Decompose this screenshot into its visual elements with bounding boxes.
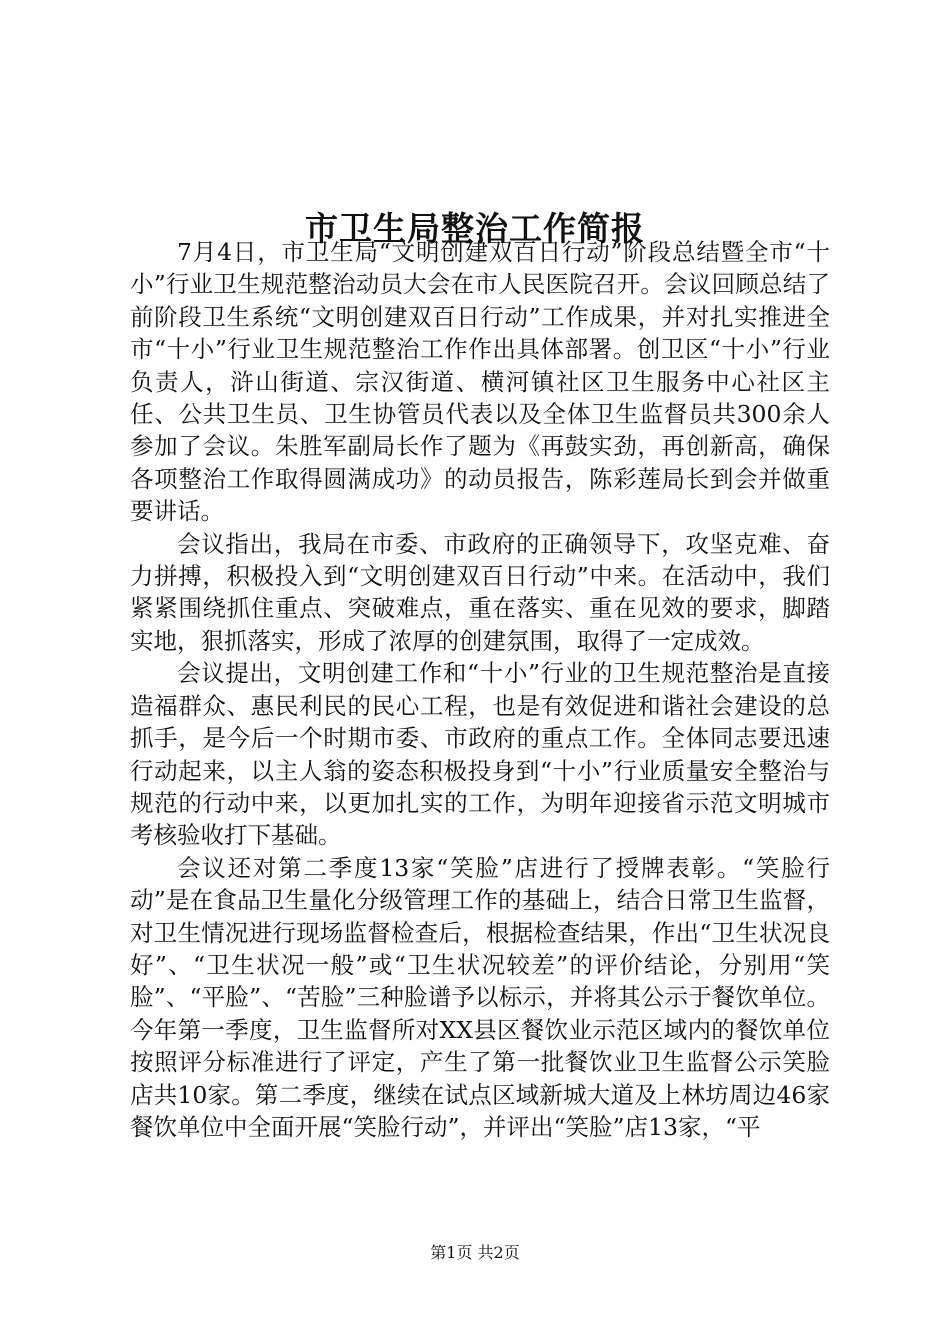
page-number-footer: 第1页 共2页: [430, 1243, 520, 1262]
paragraph: 7月4日，市卫生局“文明创建双百日行动”阶段总结暨全市“十小”行业卫生规范整治动员大会在市人民医院召开。会议回顾总结了前阶段卫生系统“文明创建双百日行动”工作成果，并对扎实推进全市“十小”行业卫生规范整治工作作出具体部署。创卫区“十小”行业负责人，浒山街道、宗汉街道、横河镇社区卫生服务中心社区主任、公共卫生员、卫生协管员代表以及全体卫生监督员共300余人参加了会议。朱胜军副局长作了题为《再鼓实劲，再创新高，确保各项整治工作取得圆满成功》的动员报告，陈彩莲局长到会并做重要讲话。: [130, 238, 830, 526]
paragraph: 会议还对第二季度13家“笑脸”店进行了授牌表彰。“笑脸行动”是在食品卫生量化分级管理工作的基础上，结合日常卫生监督，对卫生情况进行现场监督检查后，根据检查结果，作出“卫生状况良好”、“卫生状况一般”或“卫生状况较差”的评价结论，分别用“笑脸”、“平脸”、“苦脸”三种脸谱予以标示，并将其公示于餐饮单位。今年第一季度，卫生监督所对XX县区餐饮业示范区域内的餐饮单位按照评分标准进行了评定，产生了第一批餐饮业卫生监督公示笑脸店共10家。第二季度，继续在试点区域新城大道及上林坊周边46家餐饮单位中全面开展“笑脸行动”，并评出“笑脸”店13家，“平: [130, 853, 830, 1141]
document-title: 市卫生局整治工作简报: [305, 209, 645, 249]
paragraph: 会议指出，我局在市委、市政府的正确领导下，攻坚克难、奋力拼搏，积极投入到“文明创建双百日行动”中来。在活动中，我们紧紧围绕抓住重点、突破难点，重在落实、重在见效的要求，脚踏实地，狠抓落实，形成了浓厚的创建氛围，取得了一定成效。: [130, 529, 830, 655]
paragraph: 会议提出，文明创建工作和“十小”行业的卫生规范整治是直接造福群众、惠民利民的民心工程，也是有效促进和谐社会建设的总抓手，是今后一个时期市委、市政府的重点工作。全体同志要迅速行动起来，以主人翁的姿态积极投身到“十小”行业质量安全整治与规范的行动中来，以更加扎实的工作，为明年迎接省示范文明城市考核验收打下基础。: [130, 659, 830, 850]
document-body: [130, 236, 830, 1143]
